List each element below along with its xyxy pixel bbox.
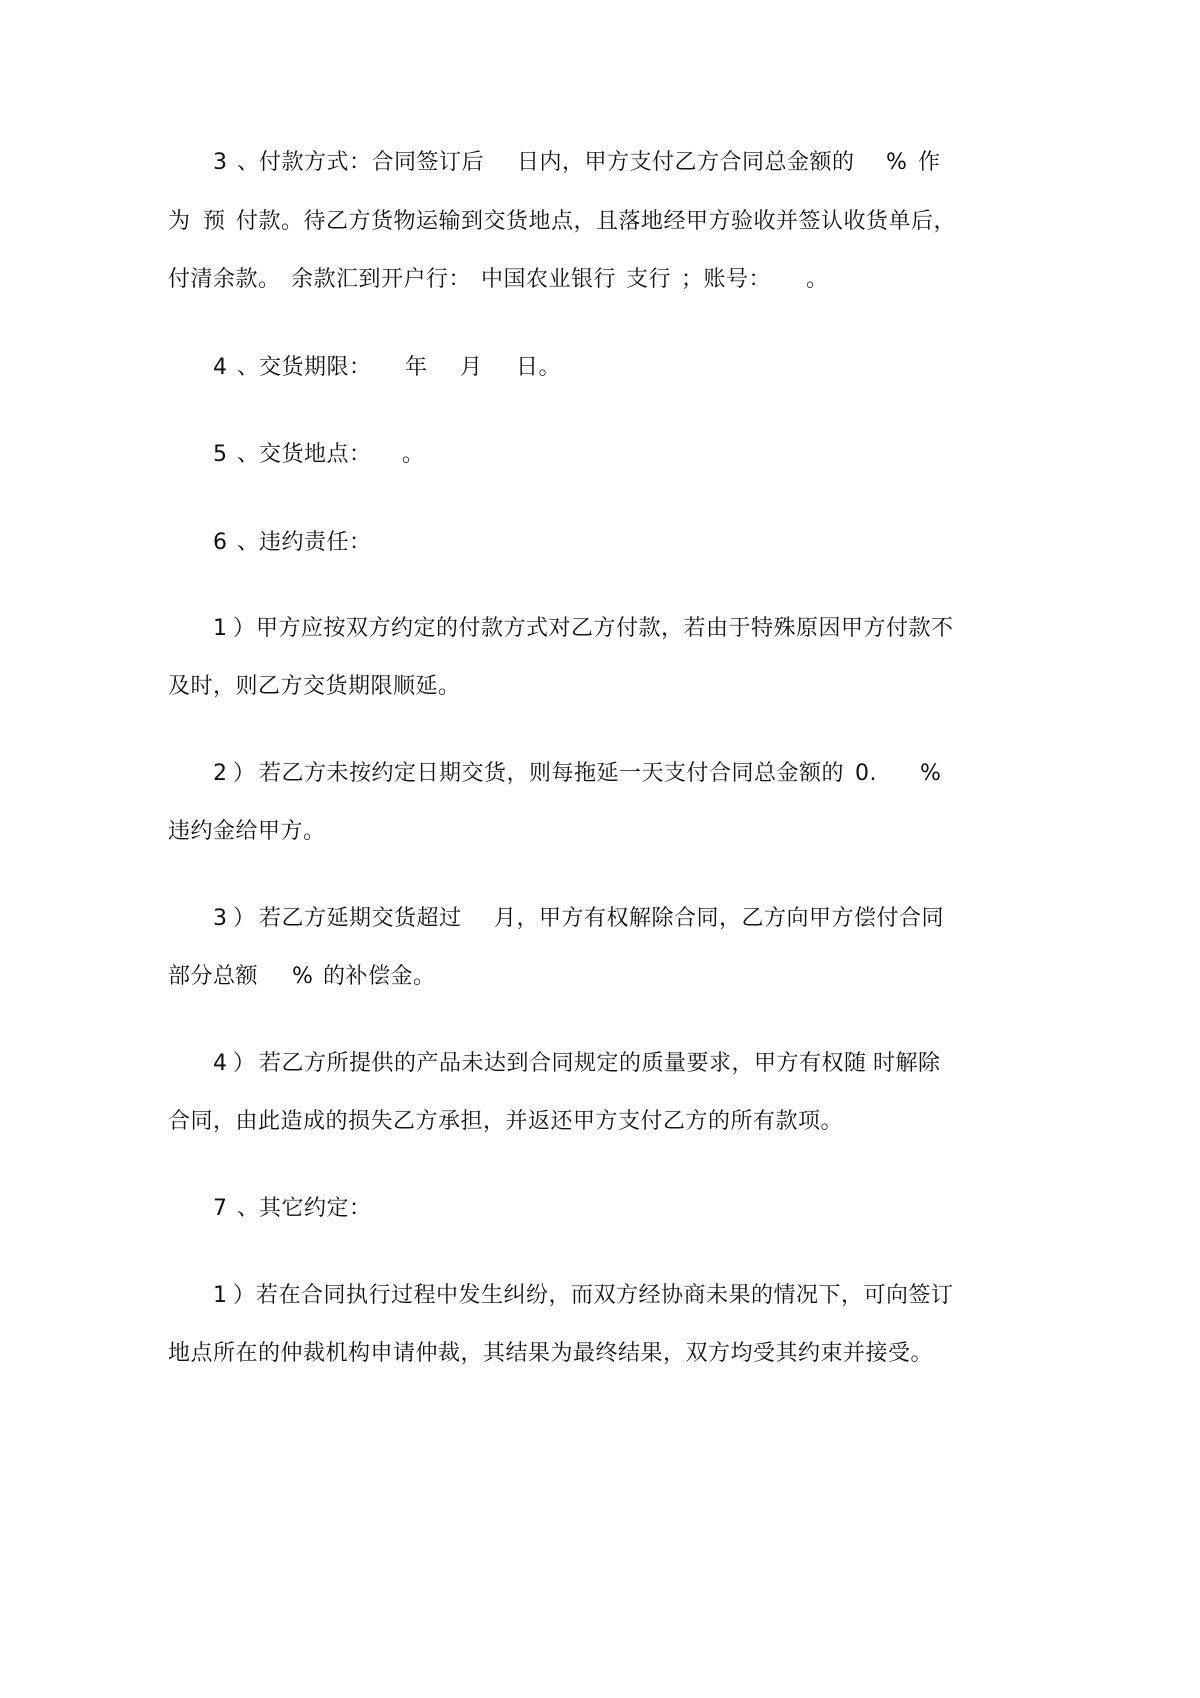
clause-separator: 、 bbox=[237, 442, 260, 467]
clause-3-line-3 bbox=[0, 260, 1200, 300]
clause-text: 付款方式：合同签订后 bbox=[259, 150, 485, 175]
item-6-3-line-2 bbox=[0, 957, 1200, 997]
clause-label: 交货地点： bbox=[259, 442, 372, 467]
item-number: 1 bbox=[213, 1283, 228, 1308]
clause-end: 。 bbox=[402, 442, 425, 467]
clause-number: 5 bbox=[213, 442, 228, 467]
item-text: 月，甲方有权解除合同，乙方向甲方偿付合同 bbox=[494, 906, 945, 931]
item-number: 2 bbox=[213, 761, 228, 786]
item-text: 时解除 bbox=[873, 1051, 941, 1076]
clause-text: 为 bbox=[168, 209, 191, 234]
percent-sign: % bbox=[920, 761, 942, 786]
item-number: 1 bbox=[213, 616, 228, 641]
item-text: 甲方应按双方约定的付款方式对乙方付款，若由于特殊原因甲方付款不 bbox=[256, 616, 954, 641]
item-7-1-line-2 bbox=[0, 1334, 1200, 1374]
clause-separator: 、 bbox=[237, 1196, 260, 1221]
clause-label: 交货期限： bbox=[259, 355, 372, 380]
item-text: 若乙方未按约定日期交货，则每拖延一天支付合同总金额的 bbox=[259, 761, 845, 786]
item-text: 若乙方所提供的产品未达到合同规定的质量要求，甲方有权随 bbox=[259, 1051, 867, 1076]
item-text: 地点所在的仲裁机构申请仲裁，其结果为最终结果，双方均受其约束并接受。 bbox=[168, 1341, 934, 1366]
item-number: 3 bbox=[213, 906, 228, 931]
clause-number: 6 bbox=[213, 530, 228, 555]
item-text: 若乙方延期交货超过 bbox=[259, 906, 462, 931]
account-label: ；账号： bbox=[681, 267, 772, 292]
clause-text: 作 bbox=[918, 150, 941, 175]
clause-text: 预 bbox=[203, 209, 226, 234]
clause-text: 付款。待乙方货物运输到交货地点，且落地经甲方验收并签认收货单后， bbox=[236, 209, 957, 234]
penalty-rate: 0. bbox=[855, 761, 877, 786]
item-number: 4 bbox=[213, 1051, 228, 1076]
item-6-4-line-2 bbox=[0, 1102, 1200, 1142]
clause-separator: 、 bbox=[237, 530, 260, 555]
item-7-1-line-1 bbox=[0, 1276, 1200, 1316]
clause-3-line-2 bbox=[0, 202, 1200, 242]
item-paren: ） bbox=[233, 761, 256, 786]
bank-name: 中国农业银行 bbox=[481, 267, 617, 292]
item-6-2-line-2 bbox=[0, 812, 1200, 852]
item-paren: ） bbox=[233, 906, 256, 931]
bank-branch: 支行 bbox=[626, 267, 672, 292]
item-paren: ） bbox=[233, 616, 256, 641]
clause-separator: 、 bbox=[237, 150, 260, 175]
item-6-4-line-1 bbox=[0, 1044, 1200, 1084]
item-text: 的补偿金。 bbox=[323, 964, 436, 989]
clause-text: 日内，甲方支付乙方合同总金额的 bbox=[517, 150, 855, 175]
item-text: 违约金给甲方。 bbox=[168, 819, 326, 844]
item-6-2-line-1 bbox=[0, 754, 1200, 794]
clause-4 bbox=[0, 348, 1200, 388]
percent-sign: % bbox=[886, 150, 908, 175]
item-text: 部分总额 bbox=[168, 964, 259, 989]
clause-6 bbox=[0, 523, 1200, 563]
clause-5 bbox=[0, 435, 1200, 475]
month-label: 月 bbox=[460, 355, 483, 380]
year-label: 年 bbox=[405, 355, 428, 380]
item-text: 合同，由此造成的损失乙方承担，并返还甲方支付乙方的所有款项。 bbox=[168, 1109, 844, 1134]
clause-7 bbox=[0, 1189, 1200, 1229]
item-paren: ） bbox=[233, 1051, 256, 1076]
item-text: 及时，则乙方交货期限顺延。 bbox=[168, 674, 461, 699]
clause-3-line-1 bbox=[0, 143, 1200, 183]
item-6-1-line-1 bbox=[0, 609, 1200, 649]
item-6-1-line-2 bbox=[0, 667, 1200, 707]
clause-text: 余款汇到开户行： bbox=[291, 267, 472, 292]
clause-number: 4 bbox=[213, 355, 228, 380]
day-label: 日。 bbox=[516, 355, 562, 380]
clause-text: 付清余款。 bbox=[168, 267, 281, 292]
clause-number: 3 bbox=[213, 150, 228, 175]
clause-label: 违约责任： bbox=[259, 530, 372, 555]
clause-label: 其它约定： bbox=[259, 1196, 372, 1221]
clause-end: 。 bbox=[806, 267, 829, 292]
clause-number: 7 bbox=[213, 1196, 228, 1221]
item-paren: ） bbox=[233, 1283, 256, 1308]
item-text: 若在合同执行过程中发生纠纷，而双方经协商未果的情况下，可向签订 bbox=[256, 1283, 954, 1308]
item-6-3-line-1 bbox=[0, 899, 1200, 939]
percent-sign: % bbox=[292, 964, 314, 989]
clause-separator: 、 bbox=[237, 355, 260, 380]
